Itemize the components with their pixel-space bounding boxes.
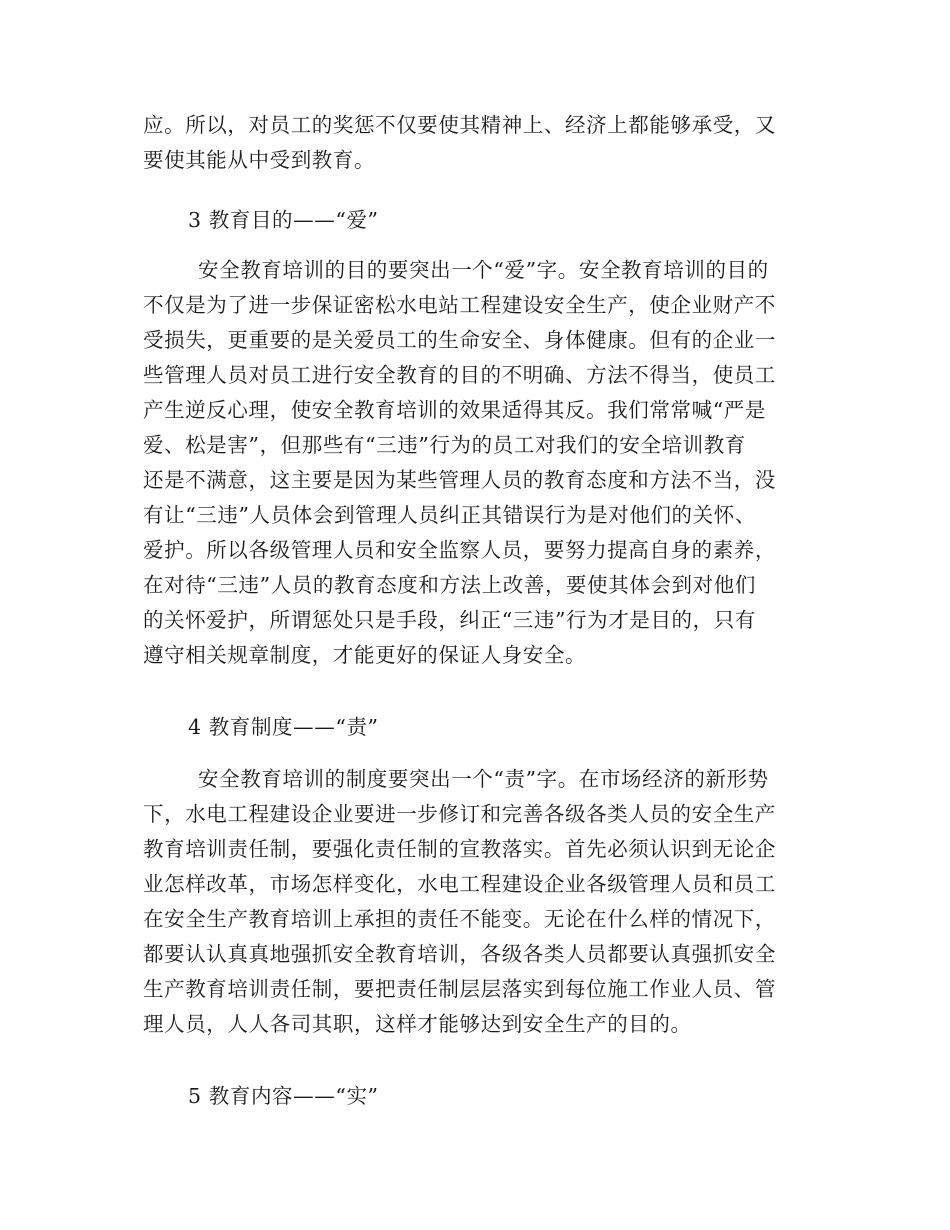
- paragraph-line: 要使其能从中受到教育。: [143, 148, 376, 172]
- paragraph-line: 业怎样改革，市场怎样变化，水电工程建设企业各级管理人员和员工: [143, 872, 776, 896]
- section-heading-3: 3 教育目的——“爱”: [188, 208, 379, 232]
- paragraph-line: 教育培训责任制，要强化责任制的宣教落实。首先必须认识到无论企: [143, 837, 776, 861]
- paragraph-line: 产生逆反心理，使安全教育培训的效果适得其反。我们常常喊“严是: [143, 398, 766, 422]
- paragraph-line: 在对待“三违”人员的教育态度和方法上改善，要使其体会到对他们: [143, 573, 756, 597]
- paragraph-line: 还是不满意，这主要是因为某些管理人员的教育态度和方法不当，没: [143, 468, 776, 492]
- paragraph-line: 爱、松是害”，但那些有“三违”行为的员工对我们的安全培训教育: [143, 433, 746, 457]
- paragraph-line: 安全教育培训的目的要突出一个“爱”字。安全教育培训的目的: [198, 258, 769, 282]
- paragraph-line: 不仅是为了进一步保证密松水电站工程建设安全生产，使企业财产不: [143, 293, 776, 317]
- paragraph-line: 遵守相关规章制度，才能更好的保证人身安全。: [143, 643, 587, 667]
- section-heading-5: 5 教育内容——“实”: [188, 1084, 379, 1108]
- paragraph-line: 有让“三违”人员体会到管理人员纠正其错误行为是对他们的关怀、: [143, 503, 756, 527]
- paragraph-line: 在安全生产教育培训上承担的责任不能变。无论在什么样的情况下，: [143, 907, 776, 931]
- paragraph-education-purpose: [143, 253, 808, 673]
- paragraph-line: 安全教育培训的制度要突出一个“责”字。在市场经济的新形势: [198, 767, 769, 791]
- paragraph-line: 都要认认真真地强抓安全教育培训，各级各类人员都要认真强抓安全: [143, 942, 776, 966]
- paragraph-line: 爱护。所以各级管理人员和安全监察人员，要努力提高自身的素养，: [143, 538, 776, 562]
- section-heading-4: 4 教育制度——“责”: [188, 715, 379, 739]
- paragraph-line: 些管理人员对员工进行安全教育的目的不明确、方法不得当，使员工: [143, 363, 776, 387]
- paragraph-line: 下，水电工程建设企业要进一步修订和完善各级各类人员的安全生产: [143, 802, 776, 826]
- paragraph-line: 受损失，更重要的是关爱员工的生命安全、身体健康。但有的企业一: [143, 328, 776, 352]
- paragraph-line: 理人员，人人各司其职，这样才能够达到安全生产的目的。: [143, 1012, 692, 1036]
- paragraph-line: 的关怀爱护，所谓惩处只是手段，纠正“三违”行为才是目的，只有: [143, 608, 756, 632]
- paragraph-reward-punishment: [143, 108, 808, 178]
- paragraph-education-system: [143, 762, 808, 1042]
- paragraph-line: 生产教育培训责任制，要把责任制层层落实到每位施工作业人员、管: [143, 977, 776, 1001]
- paragraph-line: 应。所以，对员工的奖惩不仅要使其精神上、经济上都能够承受，又: [143, 113, 776, 137]
